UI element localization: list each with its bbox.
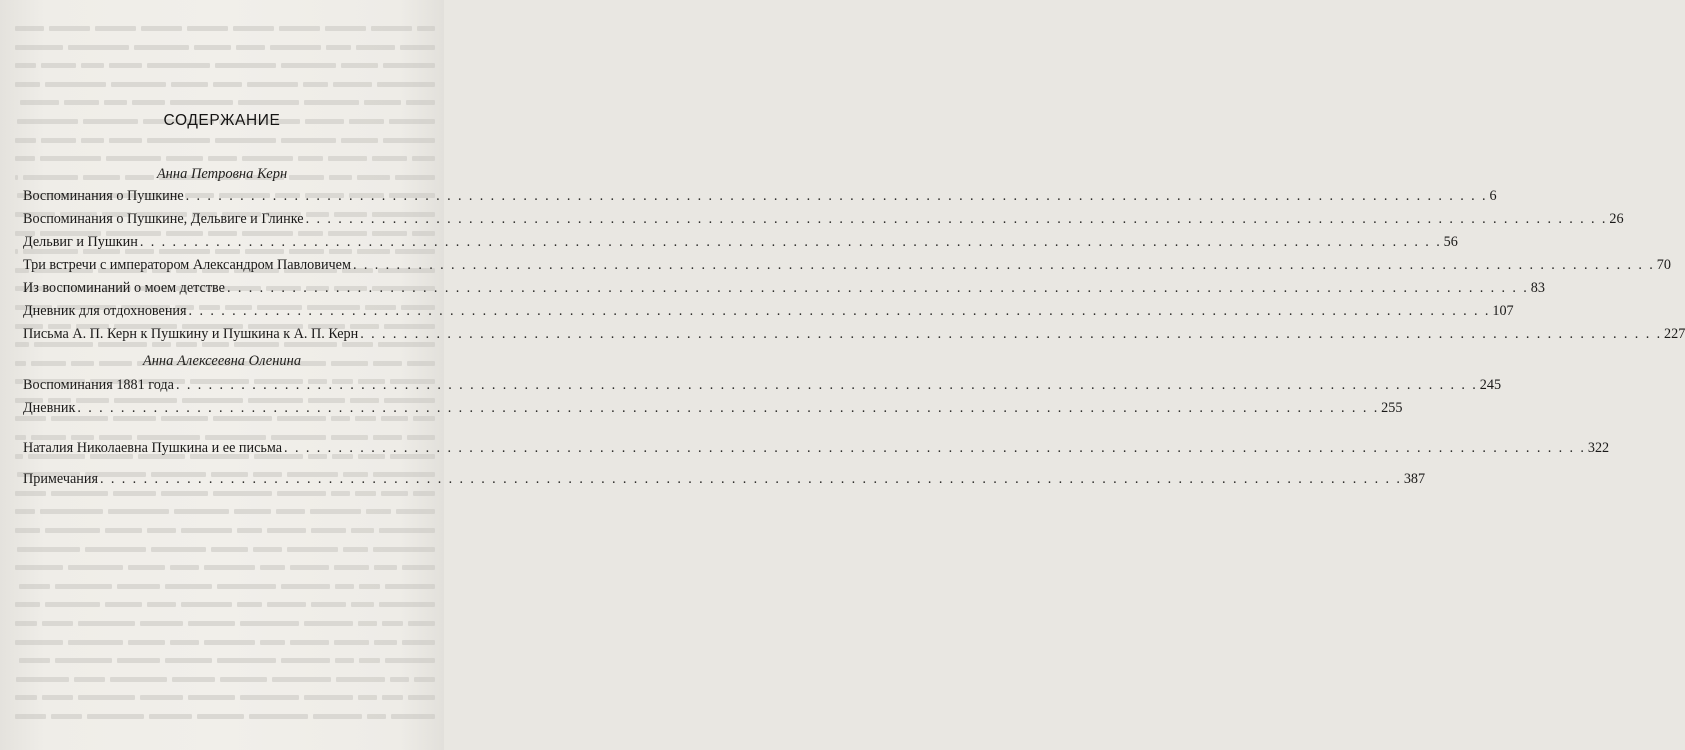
- toc-entry: [23, 400, 1403, 420]
- toc-entry-title: Примечания: [23, 471, 98, 487]
- leader-dots: . . . . . . . . . . . . . . . . . . . . . . . . . . . . . . . . . . . . . . . . . . . . . . . . . . . . . . . . . . . . . . . . . . . . . . . . . . . . . . . . . . . . . . . . . . . . . . . . . . . . . . . . . . . . . . . . . . . . . . . .: [352, 257, 1655, 273]
- leader-dots: . . . . . . . . . . . . . . . . . . . . . . . . . . . . . . . . . . . . . . . . . . . . . . . . . . . . . . . . . . . . . . . . . . . . . . . . . . . . . . . . . . . . . . . . . . . . . . . . . . . . . . . . . . . . . . . . . . . . . . . .: [188, 303, 1491, 319]
- leader-dots: . . . . . . . . . . . . . . . . . . . . . . . . . . . . . . . . . . . . . . . . . . . . . . . . . . . . . . . . . . . . . . . . . . . . . . . . . . . . . . . . . . . . . . . . . . . . . . . . . . . . . . . . . . . . . . . . . . . . . . . .: [226, 280, 1529, 296]
- toc-entry-page: 107: [1492, 303, 1514, 319]
- toc-entry: [23, 188, 1497, 208]
- toc-entry-title: Воспоминания о Пушкине, Дельвиге и Глинке: [23, 211, 304, 227]
- toc-entry-page: 322: [1587, 440, 1610, 456]
- leader-dots: . . . . . . . . . . . . . . . . . . . . . . . . . . . . . . . . . . . . . . . . . . . . . . . . . . . . . . . . . . . . . . . . . . . . . . . . . . . . . . . . . . . . . . . . . . . . . . . . . . . . . . . . . . . . . . . . . . . . . . . .: [77, 400, 1380, 416]
- leader-dots: . . . . . . . . . . . . . . . . . . . . . . . . . . . . . . . . . . . . . . . . . . . . . . . . . . . . . . . . . . . . . . . . . . . . . . . . . . . . . . . . . . . . . . . . . . . . . . . . . . . . . . . . . . . . . . . . . . . . . . . .: [305, 211, 1608, 227]
- toc-entry: [23, 211, 1624, 231]
- toc-entry-page: 6: [1489, 188, 1497, 204]
- toc-entry: [23, 234, 1458, 254]
- toc-entry-page: 26: [1609, 211, 1624, 227]
- toc-entry-title: Воспоминания 1881 года: [23, 377, 174, 393]
- toc-entry-page: 56: [1443, 234, 1458, 250]
- toc-entry-page: 83: [1530, 280, 1545, 296]
- toc-entry-title: Наталия Николаевна Пушкина и ее письма: [23, 440, 283, 456]
- toc-entry: [23, 377, 1502, 397]
- leader-dots: . . . . . . . . . . . . . . . . . . . . . . . . . . . . . . . . . . . . . . . . . . . . . . . . . . . . . . . . . . . . . . . . . . . . . . . . . . . . . . . . . . . . . . . . . . . . . . . . . . . . . . . . . . . . . . . . . . . . . . . .: [175, 377, 1478, 393]
- toc-entry: [23, 257, 1671, 277]
- toc-entry-page: 387: [1403, 471, 1426, 487]
- toc-entry-title: Воспоминания о Пушкине: [23, 188, 184, 204]
- toc-entry: [23, 440, 1610, 460]
- leader-dots: . . . . . . . . . . . . . . . . . . . . . . . . . . . . . . . . . . . . . . . . . . . . . . . . . . . . . . . . . . . . . . . . . . . . . . . . . . . . . . . . . . . . . . . . . . . . . . . . . . . . . . . . . . . . . . . . . . . . . . . .: [185, 188, 1488, 204]
- toc-entry-title: Дневник: [23, 400, 76, 416]
- toc-entry: [23, 471, 1426, 491]
- leader-dots: . . . . . . . . . . . . . . . . . . . . . . . . . . . . . . . . . . . . . . . . . . . . . . . . . . . . . . . . . . . . . . . . . . . . . . . . . . . . . . . . . . . . . . . . . . . . . . . . . . . . . . . . . . . . . . . . . . . . . . . .: [284, 440, 1586, 456]
- toc-entry: [23, 303, 1514, 323]
- toc-entry: [23, 326, 1685, 346]
- toc-entry-page: 245: [1479, 377, 1502, 393]
- toc-entry-title: Письма А. П. Керн к Пушкину и Пушкина к А. П. Керн: [23, 326, 359, 342]
- section-author: Анна Алексеевна Оленина: [142, 353, 302, 369]
- leader-dots: . . . . . . . . . . . . . . . . . . . . . . . . . . . . . . . . . . . . . . . . . . . . . . . . . . . . . . . . . . . . . . . . . . . . . . . . . . . . . . . . . . . . . . . . . . . . . . . . . . . . . . . . . . . . . . . . . . . . . . . .: [100, 471, 1402, 487]
- leader-dots: . . . . . . . . . . . . . . . . . . . . . . . . . . . . . . . . . . . . . . . . . . . . . . . . . . . . . . . . . . . . . . . . . . . . . . . . . . . . . . . . . . . . . . . . . . . . . . . . . . . . . . . . . . . . . . . . . . . . . . . .: [360, 326, 1663, 342]
- toc-entry: [23, 280, 1545, 300]
- section-author: Анна Петровна Керн: [156, 166, 288, 182]
- toc-entry-title: Дневник для отдохновения: [23, 303, 187, 319]
- toc-entry-page: 255: [1381, 400, 1403, 416]
- page-title: СОДЕРЖАНИЕ: [163, 112, 281, 129]
- toc-entry-title: Из воспоминаний о моем детстве: [23, 280, 225, 296]
- toc-entry-title: Дельвиг и Пушкин: [23, 234, 138, 250]
- toc-entry-page: 70: [1656, 257, 1671, 273]
- toc-entry-page: 227: [1664, 326, 1685, 342]
- toc-entry-title: Три встречи с императором Александром Павловичем: [23, 257, 351, 273]
- leader-dots: . . . . . . . . . . . . . . . . . . . . . . . . . . . . . . . . . . . . . . . . . . . . . . . . . . . . . . . . . . . . . . . . . . . . . . . . . . . . . . . . . . . . . . . . . . . . . . . . . . . . . . . . . . . . . . . . . . . . . . . .: [139, 234, 1442, 250]
